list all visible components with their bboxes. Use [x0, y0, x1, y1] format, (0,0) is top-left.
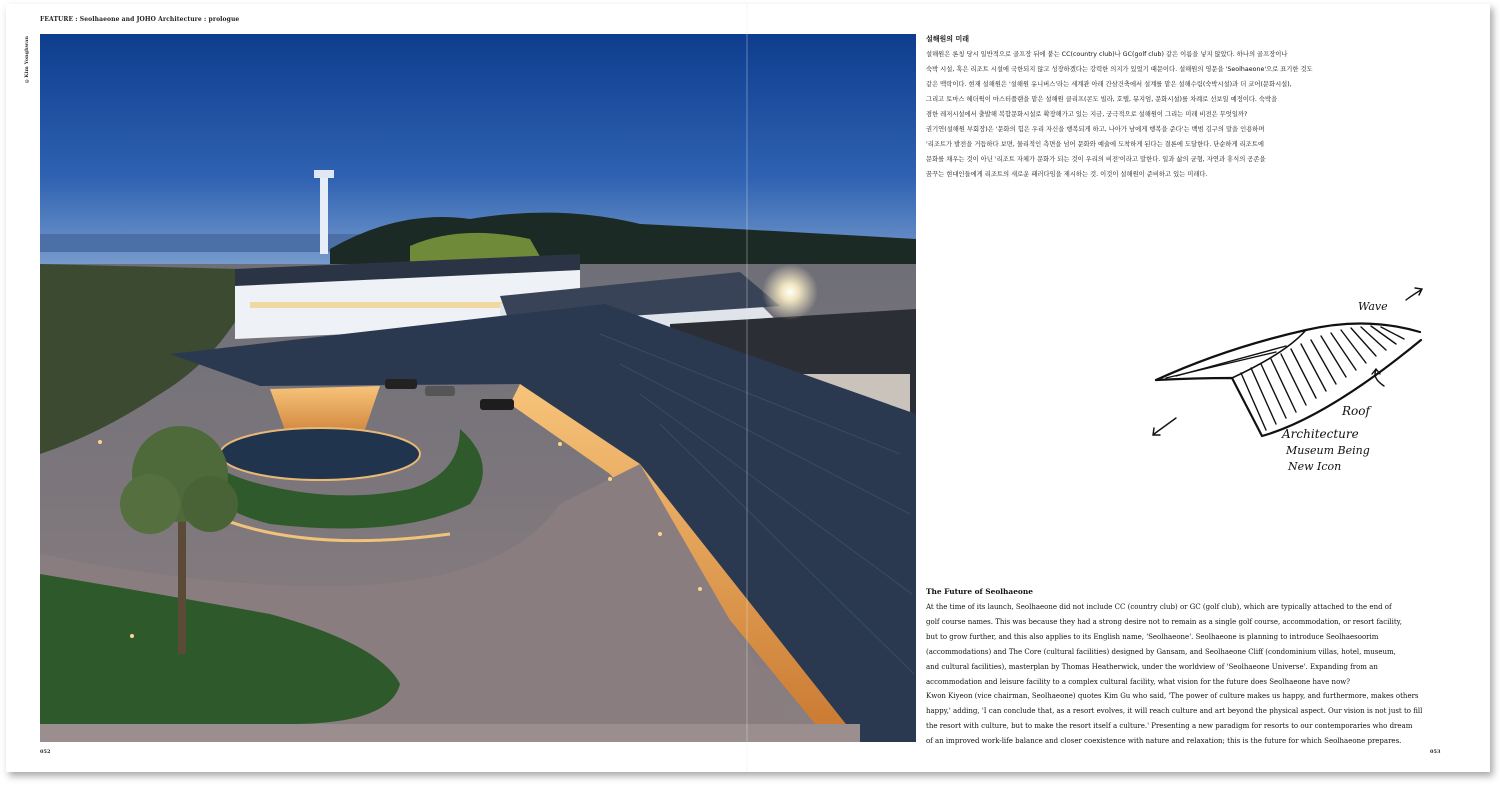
- korean-line: 그리고 토마스 헤더윅이 마스터플랜을 맡은 설해원 클리프(콘도 빌라, 호텔, 뮤지엄, 문화시설)를 차례로 선보일 예정이다. 숙박을: [926, 96, 1278, 103]
- page-gutter: [746, 4, 748, 772]
- sketch-label-museum: Museum Being: [1286, 444, 1370, 457]
- english-line: of an improved work-life balance and closer coexistence with nature and relaxation; this is the future for which Seolhaeone prepares.: [926, 737, 1402, 746]
- resort-aerial-photo: [40, 34, 916, 742]
- english-line: happy,' adding, 'I can conclude that, as a resort evolves, it will reach culture and art beyond the physical aspect. Our vision is not just to fill: [926, 707, 1423, 716]
- running-header: FEATURE : Seolhaeone and JOHO Architecture : prologue: [40, 16, 240, 23]
- english-line: accommodation and leisure facility to a complex cultural facility, what vision for the future does Seolhaeone have now?: [926, 677, 1351, 686]
- english-line: (accommodations) and The Core (cultural facilities) designed by Gansam, and Seolhaeone Cliff (condominium villas, hotel, museum,: [926, 647, 1396, 656]
- korean-line: '리조트가 발전을 거듭하다 보면, 물리적인 측면을 넘어 문화와 예술에 도착하게 된다는 결론에 도달한다. 단순하게 리조트에: [926, 141, 1264, 148]
- korean-body-text: [926, 47, 1386, 182]
- korean-line: 문화를 채우는 것이 아닌 '리조트 자체가 문화가 되는 것이 우리의 비전'이라고 말한다. 일과 삶의 균형, 자연과 휴식의 공존을: [926, 156, 1266, 163]
- sketch-label-wave: Wave: [1358, 300, 1388, 313]
- korean-line: 같은 맥락이다. 현재 설해원은 '설해원 유니버스'라는 세계관 아래 간삼건축에서 설계를 맡은 설해수림(숙박시설)과 더 코어(문화시설),: [926, 81, 1292, 88]
- korean-line: 꿈꾸는 현대인들에게 리조트의 새로운 패러다임을 제시하는 것. 이것이 설해원이 준비하고 있는 미래다.: [926, 171, 1208, 178]
- english-line: At the time of its launch, Seolhaeone did not include CC (country club) or GC (golf club), which are typically attached to the end of: [926, 603, 1392, 611]
- magazine-spread: [6, 4, 1490, 772]
- korean-section-heading: 설해원의 미래: [926, 35, 970, 43]
- english-line: and cultural facilities), masterplan by Thomas Heatherwick, under the worldview of 'Seolhaeone Universe'. Expanding from an: [926, 662, 1378, 671]
- sketch-label-new-icon: New Icon: [1288, 460, 1342, 473]
- english-line: but to grow further, and this also applies to its English name, 'Seolhaeone'. Seolhaeone is planning to introduce Seolhaesoorim: [926, 632, 1379, 641]
- english-body-text: [926, 600, 1446, 749]
- roof-concept-sketch: [1136, 278, 1436, 478]
- page-number-left: 052: [40, 749, 51, 755]
- english-line: golf course names. This was because they had a strong desire not to remain as a single golf course, accommodation, or resort facility,: [926, 617, 1402, 626]
- korean-line: 설해원은 론칭 당시 일반적으로 골프장 뒤에 붙는 CC(country club)나 GC(golf club) 같은 이름을 넣지 않았다. 하나의 골프장이나: [926, 51, 1288, 58]
- sketch-label-architecture: Architecture: [1282, 427, 1359, 441]
- english-section-heading: The Future of Seolhaeone: [926, 587, 1033, 596]
- korean-line: 권기연(설해원 부회장)은 '문화의 힘은 우리 자신을 행복되게 하고, 나아가 남에게 행복을 준다'는 백범 김구의 말을 인용하며: [926, 126, 1265, 133]
- photo-credit: ©Kim Yonghwan: [24, 36, 30, 84]
- korean-line: 겸한 레저시설에서 출발해 복합문화시설로 확장해가고 있는 지금, 궁극적으로 설해원이 그리는 미래 비전은 무엇일까?: [926, 111, 1248, 118]
- sketch-label-roof: Roof: [1342, 404, 1370, 418]
- english-line: the resort with culture, but to make the resort itself a culture.' Presenting a new paradigm for resorts to our contemporaries who dream: [926, 722, 1413, 731]
- page-number-right: 053: [1430, 749, 1441, 755]
- korean-line: 숙박 시설, 혹은 리조트 시설에 국한되지 않고 성장하겠다는 강력한 의지가 있었기 때문이다. 설해원의 영문을 'Seolhaeone'으로 표기한 것도: [926, 66, 1313, 73]
- english-line: Kwon Kiyeon (vice chairman, Seolhaeone) quotes Kim Gu who said, 'The power of culture makes us happy, and furthermore, makes others: [926, 692, 1419, 701]
